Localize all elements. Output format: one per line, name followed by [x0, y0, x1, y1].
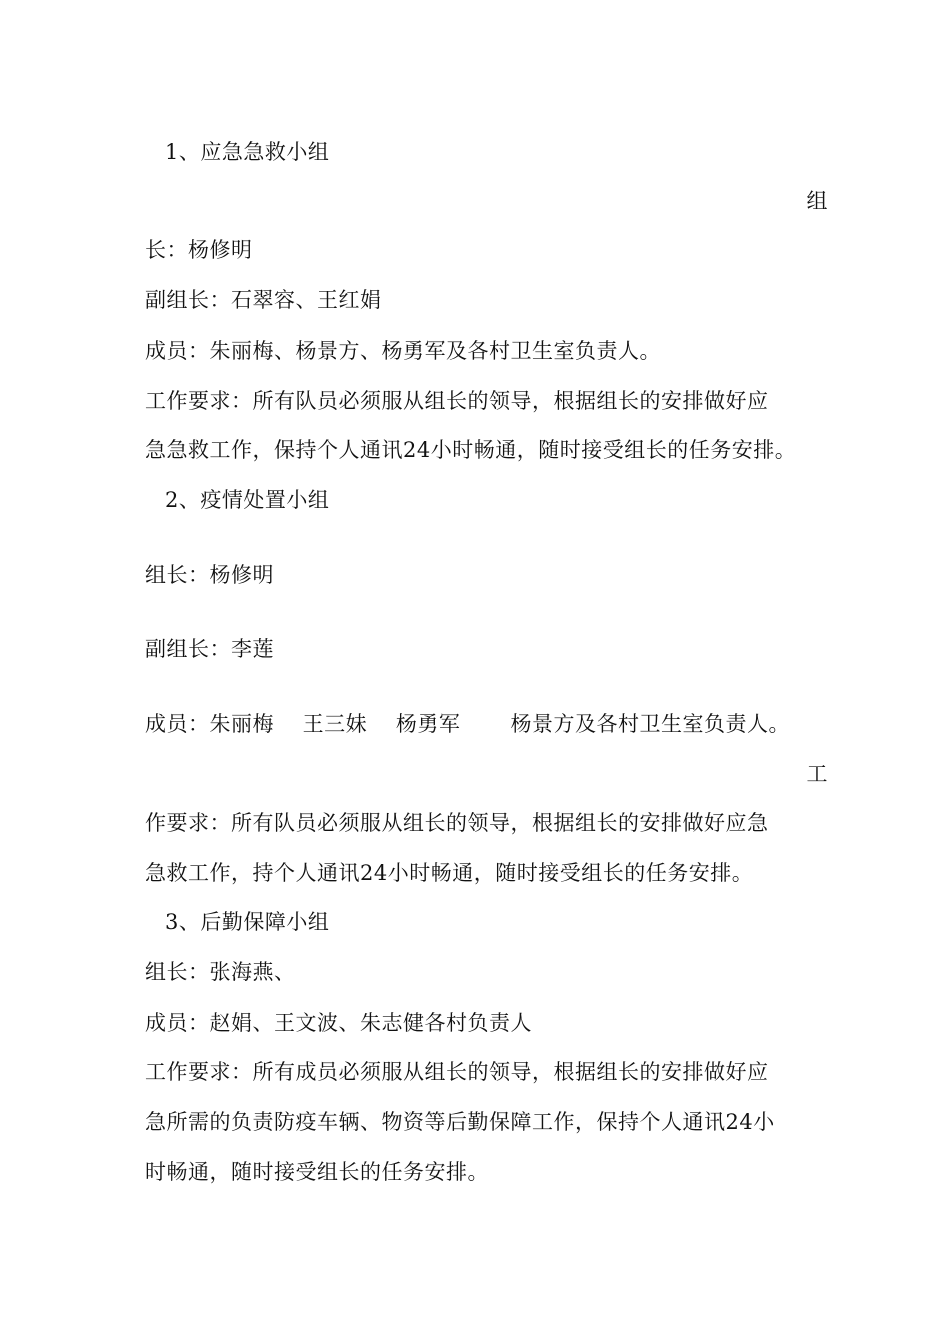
section-3-requirement-line-2: 急所需的负责防疫车辆、物资等后勤保障工作，保持个人通讯24小	[145, 1110, 775, 1134]
section-1-leader: 长：杨修明	[145, 238, 253, 262]
section-1-requirement-line-2: 急急救工作，保持个人通讯24小时畅通，随时接受组长的任务安排。	[145, 438, 797, 462]
section-3-requirement-line-3: 时畅通，随时接受组长的任务安排。	[145, 1160, 489, 1184]
section-2-heading: 2、疫情处置小组	[165, 488, 330, 512]
section-1-leader-head: 组	[806, 189, 828, 213]
section-3-leader: 组长：张海燕、	[145, 960, 296, 984]
section-2-requirement-head: 工	[806, 762, 828, 786]
section-2-leader: 组长：杨修明	[145, 563, 274, 587]
section-2-members: 成员：朱丽梅 王三妹 杨勇军 杨景方及各村卫生室负责人。	[145, 712, 791, 736]
section-1-requirement-line-1: 工作要求：所有队员必须服从组长的领导，根据组长的安排做好应	[145, 389, 769, 413]
section-2-deputy: 副组长：李莲	[145, 637, 274, 661]
section-3-heading: 3、后勤保障小组	[165, 910, 330, 934]
section-3-requirement-line-1: 工作要求：所有成员必须服从组长的领导，根据组长的安排做好应	[145, 1060, 769, 1084]
section-2-requirement-line-1: 作要求：所有队员必须服从组长的领导，根据组长的安排做好应急	[145, 811, 769, 835]
section-2-requirement-line-2: 急救工作，持个人通讯24小时畅通，随时接受组长的任务安排。	[145, 861, 754, 885]
section-1-members: 成员：朱丽梅、杨景方、杨勇军及各村卫生室负责人。	[145, 339, 661, 363]
section-3-members: 成员：赵娟、王文波、朱志健各村负责人	[145, 1011, 532, 1035]
section-1-heading: 1、应急急救小组	[165, 140, 330, 164]
section-1-deputy: 副组长：石翠容、王红娟	[145, 288, 382, 312]
